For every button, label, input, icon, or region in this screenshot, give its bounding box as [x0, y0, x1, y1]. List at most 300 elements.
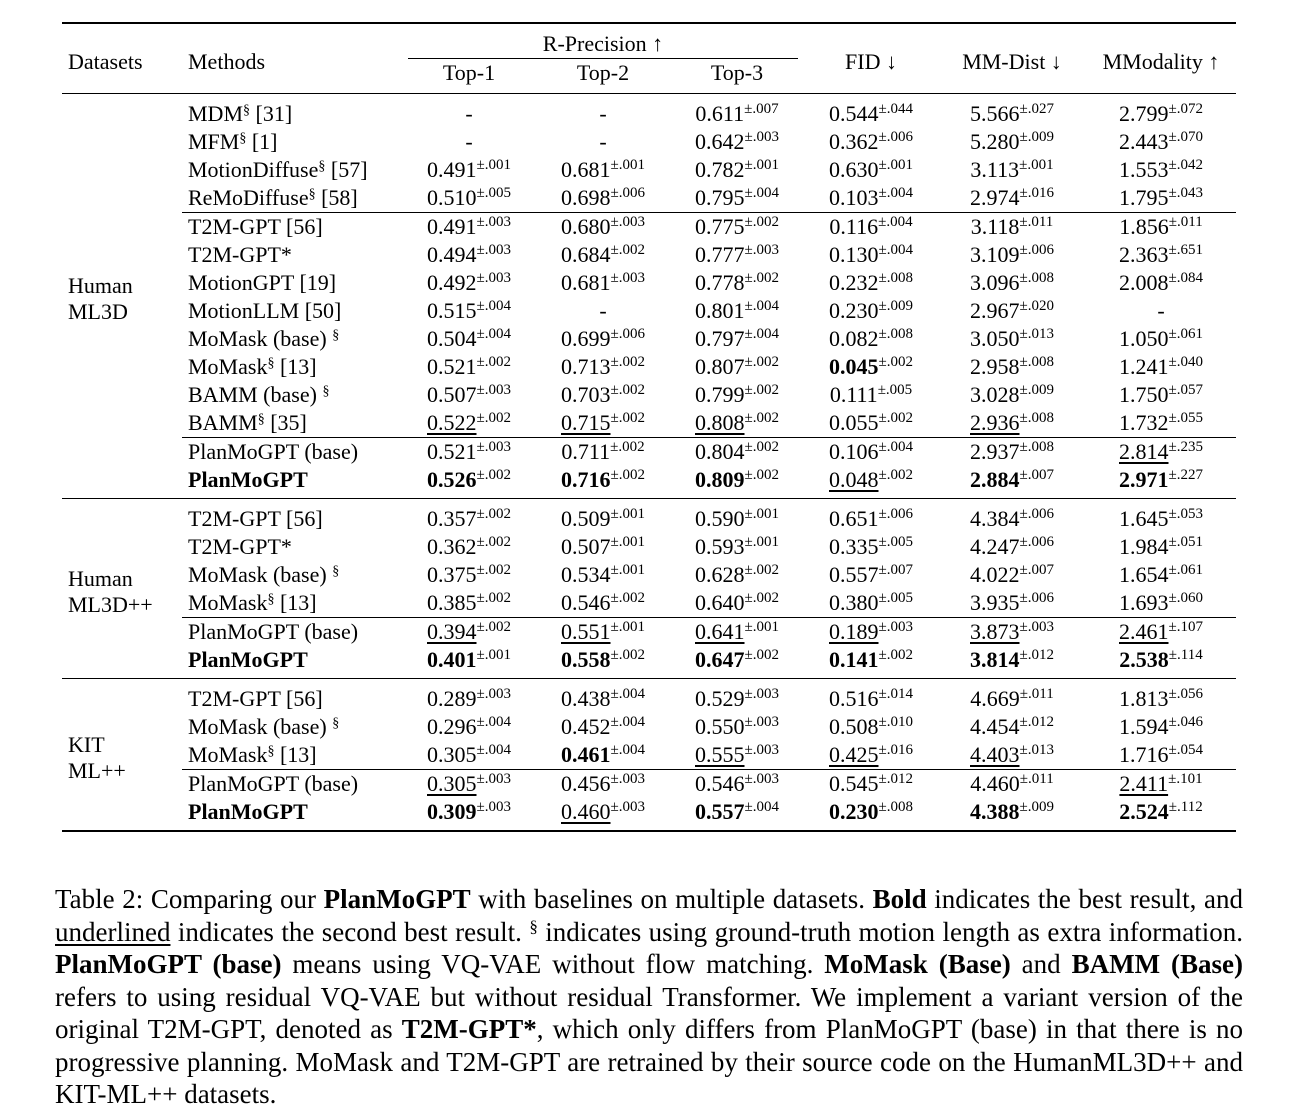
method-name: MoMask: [188, 590, 268, 615]
value-cell: [1086, 741, 1236, 770]
std-dev: ±.002: [878, 354, 913, 370]
value-cell: [402, 184, 536, 213]
std-dev: ±.013: [1019, 742, 1054, 758]
std-dev: ±.002: [610, 647, 645, 663]
value-cell: [670, 646, 804, 679]
value: 0.425: [829, 742, 879, 767]
value-cell: [670, 741, 804, 770]
value: 0.557: [829, 562, 879, 587]
value-cell: [536, 128, 670, 156]
value: 0.550: [695, 714, 745, 739]
caption-text: underlined: [55, 916, 171, 947]
method-name: MoMask (base): [188, 326, 333, 351]
value-cell: [402, 353, 536, 381]
section-mark: §: [332, 716, 340, 731]
std-dev: ±.054: [1168, 742, 1203, 758]
std-dev: ±.004: [610, 714, 645, 730]
value: 0.456: [561, 771, 611, 796]
value-cell: [804, 798, 938, 831]
value-cell: [1086, 128, 1236, 156]
std-dev: ±.007: [1019, 562, 1054, 578]
method-cell: [182, 128, 402, 156]
value: 5.566: [970, 101, 1020, 126]
table-row: [62, 156, 1236, 184]
value: 0.309: [427, 799, 477, 824]
value: -: [599, 298, 607, 323]
table-row: [62, 646, 1236, 679]
section-mark: §: [332, 328, 340, 343]
std-dev: ±.101: [1168, 771, 1203, 787]
value: 1.594: [1119, 714, 1169, 739]
method-ref: [57]: [325, 157, 368, 182]
value-cell: [938, 269, 1086, 297]
value-cell: [938, 618, 1086, 647]
value: 4.460: [970, 771, 1020, 796]
value: 4.669: [970, 686, 1020, 711]
std-dev: ±.011: [1019, 214, 1054, 230]
dataset-label-line: ML3D++: [68, 591, 153, 617]
value: 2.443: [1119, 129, 1169, 154]
value-cell: [1086, 269, 1236, 297]
value-cell: [804, 128, 938, 156]
std-dev: ±.002: [476, 467, 511, 483]
std-dev: ±.044: [878, 101, 913, 117]
value-cell: [402, 269, 536, 297]
value-cell: [1086, 94, 1236, 129]
value-cell: [670, 499, 804, 534]
value: 0.438: [561, 686, 611, 711]
value-cell: [1086, 618, 1236, 647]
value-cell: [536, 269, 670, 297]
std-dev: ±.055: [1168, 410, 1203, 426]
value: 0.507: [427, 382, 477, 407]
std-dev: ±.003: [476, 799, 511, 815]
value-cell: [938, 438, 1086, 467]
method-name: T2M-GPT*: [188, 242, 292, 267]
std-dev: ±.003: [476, 439, 511, 455]
value-cell: [938, 499, 1086, 534]
std-dev: ±.007: [744, 101, 779, 117]
value: -: [599, 101, 607, 126]
header-top2: Top-2: [576, 60, 630, 85]
caption-text: indicates the best result, and: [926, 884, 1243, 914]
value-cell: [670, 241, 804, 269]
value-cell: [402, 713, 536, 741]
value: 1.750: [1119, 382, 1169, 407]
method-name: MoMask (base): [188, 714, 333, 739]
method-cell: [182, 589, 402, 618]
table-row: [62, 741, 1236, 770]
std-dev: ±.003: [610, 771, 645, 787]
value: 0.801: [695, 298, 745, 323]
value-cell: [804, 533, 938, 561]
value: 0.521: [427, 439, 477, 464]
table-row: [62, 409, 1236, 438]
method-cell: [182, 94, 402, 129]
value-cell: [1086, 438, 1236, 467]
method-name: BAMM: [188, 410, 258, 435]
std-dev: ±.003: [610, 799, 645, 815]
value-cell: [804, 297, 938, 325]
value: 0.808: [695, 410, 745, 435]
value-cell: [670, 770, 804, 799]
std-dev: ±.002: [610, 590, 645, 606]
value: 0.593: [695, 534, 745, 559]
value-cell: [938, 241, 1086, 269]
value: 0.521: [427, 354, 477, 379]
value-cell: [1086, 381, 1236, 409]
value-cell: [804, 94, 938, 129]
table-row: [62, 269, 1236, 297]
std-dev: ±.002: [476, 506, 511, 522]
method-ref: [35]: [264, 410, 307, 435]
std-dev: ±.001: [610, 534, 645, 550]
value-cell: [402, 297, 536, 325]
value-cell: [402, 618, 536, 647]
std-dev: ±.002: [476, 619, 511, 635]
method-cell: [182, 679, 402, 714]
header-r-precision: [402, 23, 804, 59]
table-header: [62, 23, 1236, 94]
value: 3.109: [970, 242, 1020, 267]
std-dev: ±.112: [1168, 799, 1203, 815]
method-name: T2M-GPT [56]: [188, 214, 323, 239]
method-name: PlanMoGPT: [188, 467, 308, 492]
value: 0.628: [695, 562, 745, 587]
value: 0.289: [427, 686, 477, 711]
std-dev: ±.001: [610, 619, 645, 635]
method-cell: [182, 381, 402, 409]
value: 3.028: [970, 382, 1020, 407]
value: 0.116: [829, 214, 879, 239]
std-dev: ±.011: [1019, 686, 1054, 702]
value: 0.048: [829, 467, 879, 492]
value: 0.713: [561, 354, 611, 379]
value-cell: [536, 713, 670, 741]
value: 0.775: [695, 214, 745, 239]
method-cell: [182, 325, 402, 353]
value-cell: [536, 679, 670, 714]
value-cell: [1086, 156, 1236, 184]
value: 0.452: [561, 714, 611, 739]
value: 0.699: [561, 326, 611, 351]
value-cell: [402, 561, 536, 589]
method-name: PlanMoGPT (base): [188, 619, 359, 644]
method-name: MoMask (base): [188, 562, 333, 587]
value-cell: [938, 466, 1086, 499]
value: 0.526: [427, 467, 477, 492]
value-cell: [402, 128, 536, 156]
value-cell: [938, 353, 1086, 381]
value: 3.814: [970, 647, 1020, 672]
method-cell: [182, 646, 402, 679]
method-cell: [182, 241, 402, 269]
std-dev: ±.008: [878, 326, 913, 342]
std-dev: ±.001: [610, 506, 645, 522]
std-dev: ±.003: [476, 242, 511, 258]
value-cell: [1086, 561, 1236, 589]
std-dev: ±.003: [476, 382, 511, 398]
value-cell: [804, 741, 938, 770]
table-row: [62, 499, 1236, 534]
caption-text: indicates the second best result.: [170, 916, 530, 947]
std-dev: ±.004: [744, 326, 779, 342]
value: 2.814: [1119, 439, 1169, 464]
std-dev: ±.012: [1019, 714, 1054, 730]
value: -: [465, 101, 473, 126]
value: 2.538: [1119, 647, 1169, 672]
value: 0.546: [561, 590, 611, 615]
table-row: [62, 241, 1236, 269]
value-cell: [804, 770, 938, 799]
method-cell: [182, 618, 402, 647]
value-cell: [804, 438, 938, 467]
table-caption: [55, 883, 1243, 1111]
value-cell: [938, 741, 1086, 770]
value: 0.640: [695, 590, 745, 615]
value: 3.935: [970, 590, 1020, 615]
value: 2.524: [1119, 799, 1169, 824]
header-mmodality: MModality ↑: [1102, 48, 1220, 74]
value-cell: [1086, 466, 1236, 499]
std-dev: ±.009: [878, 298, 913, 314]
value-cell: [536, 213, 670, 242]
value: 4.454: [970, 714, 1020, 739]
std-dev: ±.006: [610, 326, 645, 342]
std-dev: ±.014: [878, 686, 913, 702]
std-dev: ±.002: [610, 242, 645, 258]
value: 0.491: [427, 157, 477, 182]
value-cell: [670, 94, 804, 129]
method-name: MoMask: [188, 742, 268, 767]
std-dev: ±.008: [1019, 354, 1054, 370]
value-cell: [536, 297, 670, 325]
header-mm-dist: MM-Dist ↓: [962, 48, 1062, 74]
std-dev: ±.007: [1019, 467, 1054, 483]
std-dev: ±.114: [1168, 647, 1203, 663]
std-dev: ±.005: [877, 382, 913, 398]
value-cell: [804, 679, 938, 714]
method-ref: [1]: [246, 129, 278, 154]
table-row: [62, 325, 1236, 353]
std-dev: ±.061: [1168, 562, 1203, 578]
value: 3.118: [970, 214, 1020, 239]
value-cell: [670, 325, 804, 353]
value-cell: [536, 241, 670, 269]
std-dev: ±.006: [878, 129, 913, 145]
std-dev: ±.651: [1168, 242, 1203, 258]
method-cell: [182, 297, 402, 325]
caption-text: Table 2: Comparing our: [55, 884, 324, 914]
std-dev: ±.020: [1019, 298, 1054, 314]
method-cell: [182, 561, 402, 589]
std-dev: ±.008: [1019, 270, 1054, 286]
value-cell: [670, 184, 804, 213]
value: 4.022: [970, 562, 1020, 587]
header-top1: Top-1: [442, 60, 496, 85]
std-dev: ±.007: [878, 562, 913, 578]
value-cell: [938, 646, 1086, 679]
std-dev: ±.009: [1019, 129, 1054, 145]
value-cell: [804, 156, 938, 184]
value-cell: [670, 618, 804, 647]
caption-text: and: [1010, 949, 1072, 979]
value-cell: [938, 94, 1086, 129]
value: 0.515: [427, 298, 477, 323]
dataset-label-line: KIT: [68, 731, 105, 757]
value-cell: [938, 156, 1086, 184]
std-dev: ±.056: [1168, 686, 1203, 702]
value: 0.510: [427, 185, 477, 210]
std-dev: ±.002: [610, 354, 645, 370]
std-dev: ±.005: [878, 534, 913, 550]
value: 0.296: [427, 714, 477, 739]
section-mark: §: [267, 592, 275, 607]
value: 0.111: [829, 382, 878, 407]
value: 0.544: [829, 101, 879, 126]
value-cell: [1086, 325, 1236, 353]
value-cell: [1086, 184, 1236, 213]
method-name: PlanMoGPT (base): [188, 439, 359, 464]
std-dev: ±.002: [744, 439, 779, 455]
value: 1.050: [1119, 326, 1169, 351]
value: 4.247: [970, 534, 1020, 559]
std-dev: ±.002: [744, 270, 779, 286]
value: 2.884: [970, 467, 1020, 492]
table-row: [62, 128, 1236, 156]
value: 0.509: [561, 506, 611, 531]
value: 0.555: [695, 742, 745, 767]
value-cell: [1086, 646, 1236, 679]
table-row: [62, 589, 1236, 618]
caption-text: PlanMoGPT: [323, 884, 471, 914]
method-cell: [182, 770, 402, 799]
method-name: BAMM (base): [188, 382, 323, 407]
value: 1.856: [1119, 214, 1169, 239]
value: 1.645: [1119, 506, 1169, 531]
std-dev: ±.004: [476, 326, 511, 342]
std-dev: ±.002: [744, 467, 779, 483]
value-cell: [670, 466, 804, 499]
value-cell: [1086, 499, 1236, 534]
std-dev: ±.004: [744, 298, 779, 314]
section-mark: §: [318, 159, 326, 174]
method-ref: [31]: [250, 101, 293, 126]
std-dev: ±.003: [744, 686, 779, 702]
value: 1.241: [1119, 354, 1169, 379]
value: 0.641: [695, 619, 745, 644]
std-dev: ±.001: [1019, 157, 1054, 173]
caption-text: T2M-GPT*: [401, 1014, 537, 1044]
method-cell: [182, 438, 402, 467]
std-dev: ±.008: [1019, 410, 1054, 426]
table-body: [62, 94, 1236, 832]
value: 0.711: [561, 439, 611, 464]
std-dev: ±.008: [878, 270, 913, 286]
table-row: [62, 770, 1236, 799]
value-cell: [536, 381, 670, 409]
value-cell: [1086, 589, 1236, 618]
value-cell: [804, 646, 938, 679]
value: 0.777: [695, 242, 745, 267]
value: 0.651: [829, 506, 879, 531]
std-dev: ±.012: [1019, 647, 1054, 663]
std-dev: ±.011: [1168, 214, 1203, 230]
method-name: T2M-GPT [56]: [188, 506, 323, 531]
std-dev: ±.001: [476, 647, 511, 663]
value-cell: [670, 798, 804, 831]
std-dev: ±.002: [610, 439, 645, 455]
std-dev: ±.001: [744, 157, 779, 173]
dataset-label-line: Human: [68, 273, 133, 298]
value-cell: [536, 798, 670, 831]
value-cell: [804, 269, 938, 297]
value-cell: [536, 770, 670, 799]
value-cell: [402, 798, 536, 831]
value: 0.703: [561, 382, 611, 407]
value: -: [1157, 298, 1165, 323]
value: 0.804: [695, 439, 745, 464]
section-mark: §: [322, 384, 330, 399]
method-name: PlanMoGPT: [188, 647, 308, 672]
caption-text: means using VQ-VAE without flow matching.: [281, 949, 825, 979]
std-dev: ±.004: [476, 742, 511, 758]
value-cell: [670, 353, 804, 381]
value: 0.809: [695, 467, 745, 492]
std-dev: ±.072: [1168, 101, 1203, 117]
std-dev: ±.001: [878, 157, 913, 173]
value-cell: [402, 156, 536, 184]
value-cell: [670, 561, 804, 589]
value: 0.522: [427, 410, 477, 435]
dataset-label-line: Human: [68, 565, 133, 591]
value: 0.130: [829, 242, 879, 267]
value-cell: [670, 381, 804, 409]
value-cell: [536, 466, 670, 499]
std-dev: ±.002: [610, 467, 645, 483]
table-row: [62, 713, 1236, 741]
method-cell: [182, 213, 402, 242]
value: 0.380: [829, 590, 879, 615]
value: 0.082: [829, 326, 879, 351]
std-dev: ±.005: [878, 590, 913, 606]
section-mark: §: [257, 412, 265, 427]
value: 0.357: [427, 506, 477, 531]
value: 0.507: [561, 534, 611, 559]
method-cell: [182, 499, 402, 534]
std-dev: ±.005: [476, 185, 511, 201]
value: 0.807: [695, 354, 745, 379]
value: 0.698: [561, 185, 611, 210]
method-name: T2M-GPT [56]: [188, 686, 323, 711]
value-cell: [402, 241, 536, 269]
method-name: MDM: [188, 101, 244, 126]
std-dev: ±.070: [1168, 129, 1203, 145]
value-cell: [938, 713, 1086, 741]
std-dev: ±.027: [1019, 101, 1054, 117]
value-cell: [804, 353, 938, 381]
method-ref: [13]: [274, 590, 317, 615]
value-cell: [804, 499, 938, 534]
value-cell: [804, 325, 938, 353]
std-dev: ±.010: [878, 714, 913, 730]
std-dev: ±.003: [476, 686, 511, 702]
std-dev: ±.011: [1019, 771, 1054, 787]
std-dev: ±.002: [878, 410, 913, 426]
value: 3.096: [970, 270, 1020, 295]
value: 0.778: [695, 270, 745, 295]
std-dev: ±.003: [610, 214, 645, 230]
